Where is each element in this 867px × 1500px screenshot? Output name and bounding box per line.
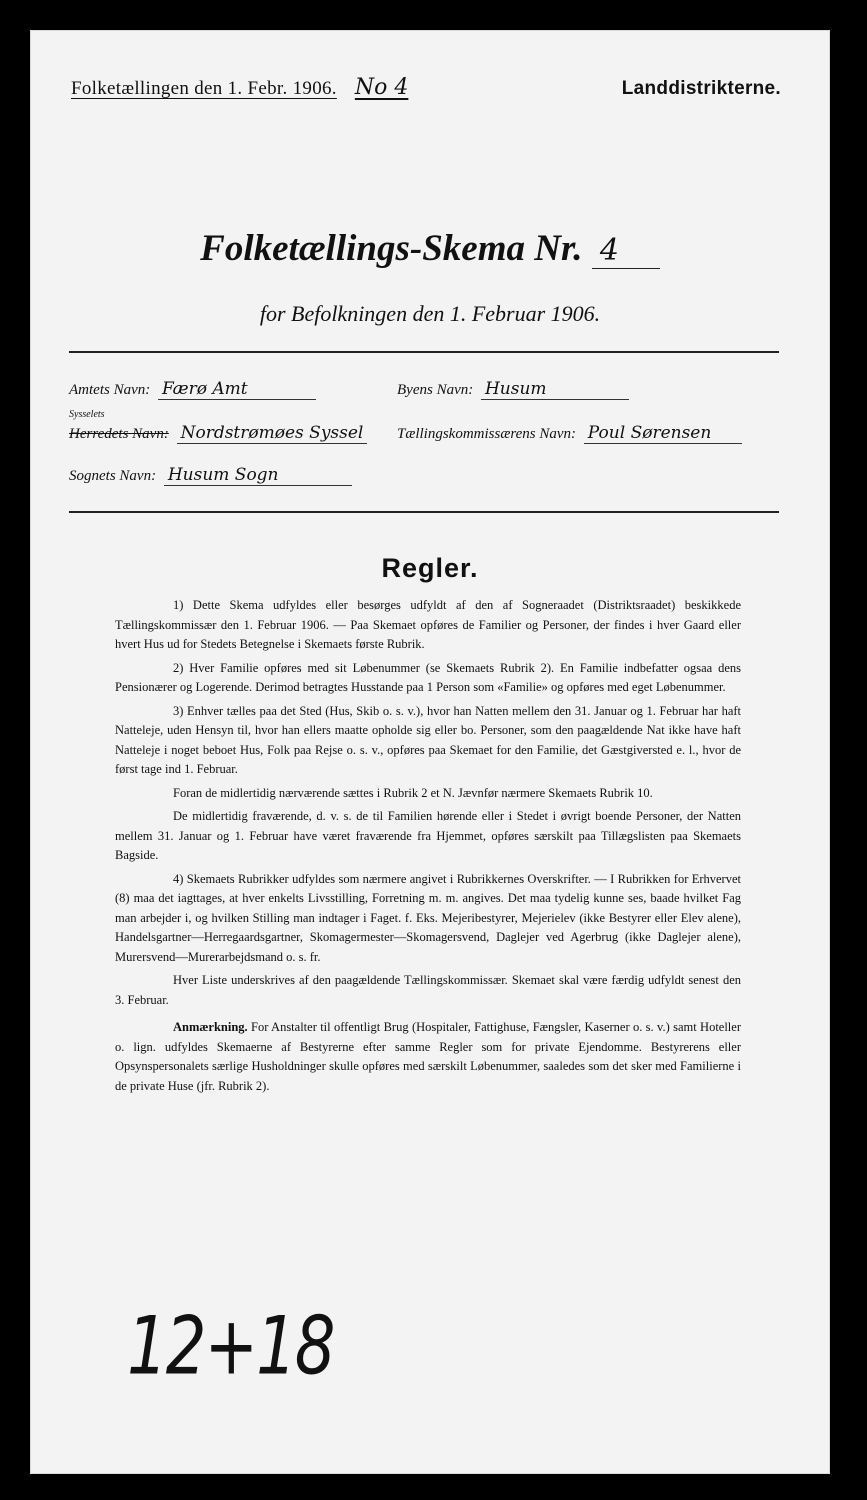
sogn-label: Sognets Navn: [69, 468, 157, 484]
divider-top [69, 351, 779, 353]
rules-heading: Regler. [381, 553, 479, 583]
remark-label: Anmærkning. [173, 1020, 248, 1034]
kommissaer-label: Tællingskommissærens Navn: [397, 426, 577, 442]
rule-paragraph-3a: Foran de midlertidig nærværende sættes i Rubrik 2 et N. Jævnfør nærmere Skemaets Rubrik 10. [173, 785, 653, 800]
rule-paragraph-2: 2) Hver Familie opføres med sit Løbenummer (se Skemaets Rubrik 2). En Familie indbefatter ogsaa dens Pensionærer og Logerende. Derimod betragtes Husstande paa 1 Person som «Familie» og opføres med eget Løbenummer. [115, 660, 741, 694]
field-kommissaer [397, 423, 742, 444]
by-label: Byens Navn: [397, 382, 474, 398]
remark-paragraph [115, 1018, 741, 1096]
census-date-heading: Folketællingen den 1. Febr. 1906. [71, 78, 337, 99]
rule-paragraph-3: 3) Enhver tælles paa det Sted (Hus, Skib o. s. v.), hvor han Natten mellem den 31. Januar og 1. Februar har haft Natteleje, uden Hensyn til, hvor han ellers maatte opholde sig eller bo. Personer, som den paagældende Nat ikke have haft Natteleje i noget beboet Hus, Folk paa Rejse o. s. v., opføres paa Skemaet for den Familie, det Gæstgiversted e. l., hvor de først tage ind 1. Februar. [115, 703, 741, 776]
rules-body [115, 596, 741, 1100]
census-form-page [30, 30, 830, 1474]
field-by [397, 379, 629, 400]
field-herred [69, 423, 367, 444]
form-title-text: Folketællings-Skema Nr. [200, 228, 583, 269]
by-value: Husum [481, 379, 629, 400]
handwritten-bottom-number: 12+18 [127, 1301, 334, 1394]
rule-paragraph-1: 1) Dette Skema udfyldes eller besørges udfyldt af den af Sogneraadet (Distriktsraadet) beskikkede Tællingskommissær den 1. Februar 1906. — Paa Skemaet opføres de Familier og Personer, der findes i hver Gaard eller hvert Hus ud for Stedets Betegnelse i Skemaets første Rubrik. [115, 598, 741, 651]
district-type-heading: Landdistrikterne. [621, 78, 781, 99]
rule-paragraph-4: 4) Skemaets Rubrikker udfyldes som nærmere angivet i Rubrikkernes Overskrifter. — I Rubrikken for Erhvervet (8) maa det iagttages, at hver enkelts Livsstilling, Forretning m. m. angives. Det maa tydelig kunne ses, baade hvilket Fag man arbejder i, og hvilken Stilling man indtager i Faget. f. Eks. Mejeribestyrer, Mejerielev (ikke Bestyrer eller Elev alene), Handelsgartner—Herregaardsgartner, Skomagermester—Skomagersvend, Daglejer ved Agerbrug (ikke Daglejer alene), Murersvend—Murerarbejdsmand o. s. fr. [115, 871, 741, 964]
rule-paragraph-4a: Hver Liste underskrives af den paagældende Tællingskommissær. Skemaet skal være færdig udfyldt senest den 3. Februar. [115, 973, 741, 1007]
form-title-number: 4 [592, 233, 660, 269]
form-title [31, 227, 829, 270]
divider-bottom [69, 511, 779, 513]
rule-paragraph-3b: De midlertidig fraværende, d. v. s. de til Familien hørende eller i Stedet i øvrigt boende Personer, der Natten mellem 31. Januar og 1. Februar have været fraværende fra Hjemmet, opføres særskilt paa Tillægslisten paa Skemaets Bagside. [115, 809, 741, 862]
remark-text: For Anstalter til offentligt Brug (Hospitaler, Fattighuse, Fængsler, Kaserner o. s. v.) samt Hoteller o. lign. udfyldes Skemaerne af Bestyrerne efter samme Regler som for private Ejendomme. Bestyrerens eller Opsynspersonalets særlige Husholdninger skulle opføres med særskilt Løbenummer, saaledes som det sker med Familierne i de private Huse (jfr. Rubrik 2). [115, 1020, 741, 1093]
herred-label: Herredets Navn: [69, 426, 169, 442]
herred-value: Nordstrømøes Syssel [177, 423, 368, 444]
field-sogn [69, 465, 352, 486]
field-amt [69, 379, 316, 400]
handwritten-form-number: No 4 [354, 75, 409, 100]
herred-correction-note: Sysselets [69, 409, 105, 420]
form-subtitle: for Befolkningen den 1. Februar 1906. [259, 301, 601, 326]
sogn-value: Husum Sogn [164, 465, 352, 486]
amt-value: Færø Amt [158, 379, 316, 400]
kommissaer-value: Poul Sørensen [584, 423, 742, 444]
form-header [71, 75, 781, 100]
amt-label: Amtets Navn: [69, 382, 151, 398]
